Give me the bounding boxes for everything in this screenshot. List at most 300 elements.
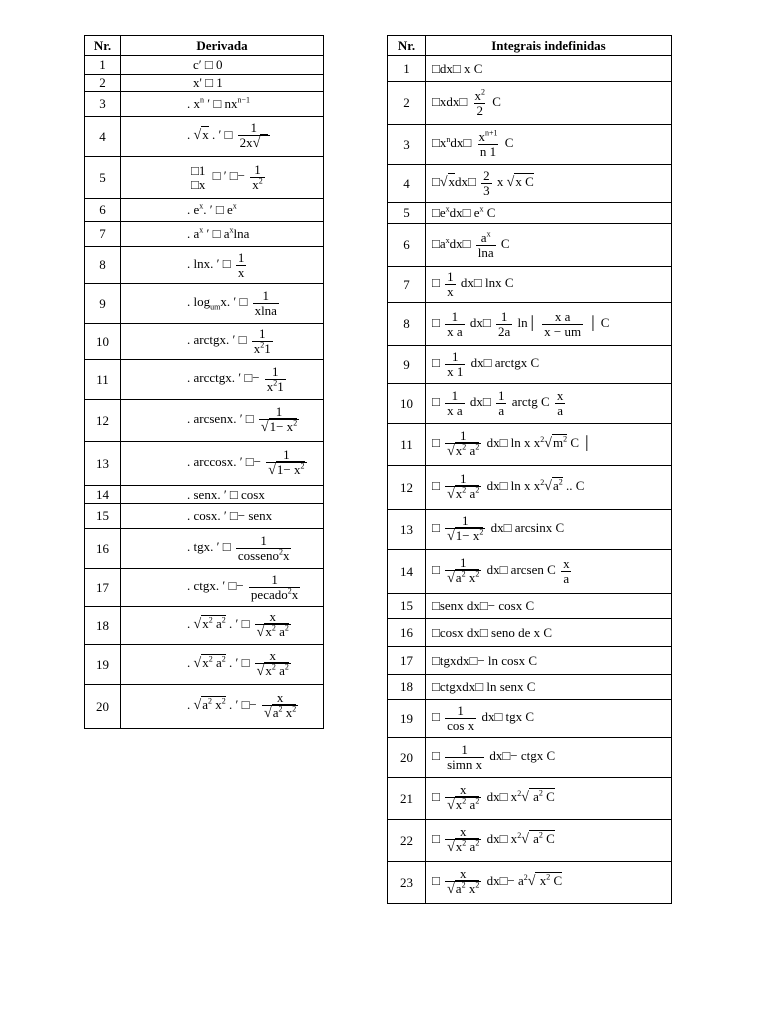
sqrt-icon: √ [268,462,276,478]
numerator [472,89,487,103]
table-row [85,56,324,75]
formula-text: . ′ □ e [203,202,233,217]
numerator: 1 [451,388,459,404]
denominator: 2a [498,323,511,339]
numerator: 1 [275,404,283,420]
exponent: 2 [479,527,484,537]
formula-text [260,134,268,150]
table-row [85,117,324,157]
sqrt-icon: √ [521,790,529,806]
formula-text: x [253,341,261,356]
row-number: 7 [388,267,426,303]
fraction [253,289,279,317]
sqrt-icon: √ [439,175,448,191]
formula [426,594,672,619]
formula [426,700,672,738]
exponent: n [446,135,451,145]
formula-text: □ [432,394,440,410]
formula-text: x [455,796,463,812]
formula-text [529,830,555,846]
sqrt-icon: √ [527,874,536,890]
fraction [445,783,481,813]
formula-text: x [202,616,209,632]
table-row [85,504,324,529]
formula-text: . arctgx. ′ □ [187,332,247,348]
table-row [85,157,324,199]
row-number: 15 [85,504,121,529]
formula-text: . ′ □− [225,697,257,713]
formula-text [455,569,480,585]
formula [426,125,672,165]
exponent: 2 [258,176,263,186]
formula-text: x' □ 1 [193,75,223,90]
row-number: 5 [85,157,121,199]
formula-text: □dx□ x C [432,60,483,76]
sqrt-icon: √ [544,479,552,495]
row-number: 3 [388,125,426,165]
denominator: lna [477,244,494,260]
table-row [85,247,324,284]
numerator: x [276,690,284,706]
formula-text: a [215,655,222,671]
denominator [255,663,291,680]
exponent: 2 [462,485,467,495]
formula-text: □senx dx□− cosx C [432,598,535,613]
formula-text: C [567,435,580,451]
fraction [255,649,291,679]
formula-text: . ′ □ [225,655,250,671]
exponent: 2 [563,435,568,445]
denominator [445,528,485,545]
sqrt-icon: √ [447,881,455,897]
row-number: 23 [388,862,426,904]
denominator: x a [447,403,463,418]
formula-text: . [187,655,194,671]
formula-text [201,654,226,670]
fraction [445,389,465,417]
table-row [85,486,324,504]
formula-text: x [265,623,272,639]
denominator: a [563,570,570,586]
formula-text: 1− x [455,527,480,543]
fraction [496,389,507,417]
table-row [85,92,324,117]
formula [426,778,672,820]
row-number: 14 [85,486,121,504]
exponent: x [479,204,484,214]
table-row [85,685,324,729]
row-number: 9 [388,346,426,384]
formula [426,619,672,647]
row-number: 19 [388,700,426,738]
table-row [388,203,672,224]
formula-text: . [187,697,194,713]
row-number: 6 [388,224,426,267]
row-number: 13 [85,442,121,486]
numerator: 1 [462,513,469,529]
fraction [496,310,512,338]
row-number: 8 [388,303,426,346]
denominator: a [498,403,505,418]
formula-text: x [266,379,274,394]
sqrt-icon: √ [544,436,552,452]
exponent: 2 [221,655,226,665]
sqrt-icon: √ [193,656,202,672]
denominator [252,341,273,356]
row-number: 10 [388,384,426,424]
numerator: 1 [262,288,269,304]
formula-text: x [468,880,476,896]
formula [121,324,324,360]
formula-text: dx□− ctgx C [489,748,556,764]
table-row [85,645,324,685]
sqrt-icon: √ [260,419,269,435]
formula-text [201,696,226,712]
denominator: □x [191,176,206,192]
fraction [445,556,481,586]
exponent: x [229,225,234,235]
subscript: um [210,303,221,313]
formula-text: □x [432,135,447,151]
fraction [238,121,270,151]
exponent: 2 [462,442,467,452]
table-row [388,820,672,862]
formula-text: x [496,174,507,190]
exponent: 2 [284,662,289,672]
formula [426,346,672,384]
exponent: 2 [271,623,276,633]
exponent: 2 [207,697,212,707]
numerator: 1 [271,572,278,588]
formula-text [201,615,226,631]
formula-text: . ctgx. ′ □− [187,578,244,594]
formula-text: a [480,229,487,245]
row-number: 8 [85,247,121,284]
formula-text [455,838,480,854]
fraction [445,825,481,855]
formula [121,92,324,117]
formula-text: . ′ □ [208,127,233,143]
table-row [388,267,672,303]
exponent: 2 [284,623,289,633]
formula-text: x [252,177,259,192]
fraction [561,557,572,585]
formula-text: dx□ arctgx C [470,355,540,371]
formula-text: x [455,838,463,854]
sqrt-icon: √ [447,486,455,502]
denominator: xlna [254,303,277,318]
exponent: 2 [546,873,551,883]
formula-text: x [198,176,206,192]
formula-text: a [469,838,476,854]
formula-text: x [202,127,209,143]
exponent: 2 [480,87,485,97]
formula [426,550,672,594]
formula-text: dx□ [449,235,471,251]
formula-text: C [542,789,555,805]
formula-text: dx□ e [449,205,480,220]
exponent: 2 [273,378,278,388]
exponent: 2 [461,880,466,890]
formula-text: a [552,478,559,494]
denominator [250,177,265,192]
row-number: 6 [85,199,121,222]
exponent: x [199,225,204,235]
sqrt-icon: √ [252,135,261,151]
formula [426,862,672,904]
numerator [476,130,499,144]
formula-text: a [279,662,285,678]
numerator: x [563,556,570,572]
row-number: 22 [388,820,426,862]
formula-text: □tgxdx□− ln cosx C [432,652,538,668]
denominator [236,548,292,563]
formula-text: dx□ tgx C [481,709,535,725]
formula-text [272,704,297,720]
table-row [85,324,324,360]
exponent: 2 [475,880,480,890]
row-number: 18 [85,607,121,645]
formula-text: □ [432,748,440,764]
formula-text: x [536,873,547,889]
fraction [481,169,492,197]
sqrt-icon: √ [506,175,515,191]
formula-text: x C [515,174,534,190]
formula-text: x [202,655,209,671]
numerator: 1 [451,308,459,324]
nr-header: Nr. [388,36,426,56]
row-number: 20 [85,685,121,729]
denominator: simn x [447,757,483,772]
denominator [445,570,481,587]
formula [121,529,324,569]
numerator: x [459,866,467,882]
formula-text: cosseno [237,548,279,563]
formula-text [455,880,480,896]
exponent: n [200,95,204,105]
table-row [388,738,672,778]
denominator: 2 [476,102,483,118]
formula-text: dx□ ln x x [486,435,541,451]
formula [121,442,324,486]
formula-text: C [600,314,610,330]
formula [426,510,672,550]
formula-text: x [468,569,476,585]
formula-text [535,872,562,888]
formula-text: a [529,831,539,847]
formula [121,504,324,529]
numerator: 1 [237,249,245,265]
formula-text: dx□ [450,135,472,151]
formula-text: □ [432,520,440,536]
denominator: cos x [447,718,475,733]
numerator: □1 [191,162,206,178]
row-number: 4 [85,117,121,157]
formula-text: □a [432,235,446,251]
exponent: 2 [221,616,226,626]
abs-bar: │ [527,314,537,330]
row-number: 19 [85,645,121,685]
formula-text: 2x [239,134,253,150]
table-row [388,700,672,738]
formula-text: x [474,87,481,103]
formula-text: C [504,135,514,151]
formula-text: a [215,616,222,632]
denominator: x 1 [447,364,464,379]
row-number: 20 [388,738,426,778]
formula-text: □ [432,174,440,190]
formula-text: dx□ [469,314,491,330]
formula-text [455,796,480,812]
formula [426,647,672,675]
fraction [445,429,481,459]
numerator: 1 [498,388,505,404]
formula-text: a [469,796,476,812]
fraction [542,310,583,338]
formula-text: □ ′ □− [212,168,245,184]
integrais-header: Integrais indefinidas [426,36,672,56]
formula-text: dx□ [455,174,476,190]
formula-text: . arccosx. ′ □− [187,454,261,470]
formula [121,607,324,645]
table-row [388,647,672,675]
formula [426,56,672,82]
denominator [445,443,481,460]
formula-text [269,418,298,434]
formula-text: dx□ x [486,831,518,847]
numerator [479,231,493,245]
derivatives-table [84,35,324,729]
formula-text: a [469,442,476,458]
row-number: 11 [85,360,121,400]
formula-text: dx□ x [486,789,518,805]
sqrt-icon: √ [447,797,455,813]
formula-text: . x [187,96,200,111]
numerator: 1 [283,447,290,463]
formula [426,82,672,125]
formula-text: 1 [264,341,271,356]
formula-text: m [552,435,564,451]
formula-text: . cosx. ′ □− senx [187,508,273,523]
fraction [445,350,465,378]
numerator: 1 [459,555,467,571]
formula-text: 1 [198,162,206,178]
exponent: x [486,229,491,239]
exponent: x [445,204,450,214]
formula-text: C [542,831,555,847]
abs-bar: │ [588,314,598,330]
table-row [85,607,324,645]
table-row [85,199,324,222]
formula-text: dx□ arcsen C [486,562,556,578]
formula-text: x [285,704,293,720]
fraction [259,405,299,435]
exponent: 2 [260,340,265,350]
formula-text: □ [432,478,440,494]
table-row [85,400,324,442]
table-row [85,569,324,607]
numerator: 1 [258,326,266,342]
exponent: 2 [475,569,480,579]
denominator [445,797,481,814]
formula [426,675,672,700]
numerator: 1 [459,471,467,487]
formula-text: 1− x [276,461,301,477]
table-row [388,594,672,619]
table-row [388,424,672,466]
denominator [262,705,298,722]
formula [121,75,324,92]
table-row [388,675,672,700]
formula-text: c′ □ 0 [193,57,223,72]
denominator: a [557,403,564,418]
formula-text: . senx. ′ □ cosx [187,486,265,502]
formula [426,466,672,510]
formula-text: C [500,235,510,251]
sqrt-icon: √ [193,128,202,144]
denominator [255,624,291,641]
fraction [266,448,306,478]
abs-bar: │ [582,435,592,451]
fraction [445,867,481,897]
table-row [388,56,672,82]
fraction [252,327,273,355]
fraction [472,89,487,117]
derivada-header: Derivada [121,36,324,56]
numerator: x [459,782,467,798]
exponent: n−1 [237,95,250,105]
formula-text [455,485,480,501]
formula [426,203,672,224]
exponent: 2 [278,704,283,714]
table-row [85,284,324,324]
numerator: x [269,609,277,625]
fraction [262,691,298,721]
table-row [388,466,672,510]
exponent: n+1 [484,129,498,139]
denominator [259,419,299,436]
formula [121,360,324,400]
formula-text: a [202,697,208,713]
formula-text [552,434,567,450]
table-row [388,165,672,203]
table-row [388,778,672,820]
row-number: 11 [388,424,426,466]
row-number: 10 [85,324,121,360]
formula-text: x [478,129,485,145]
row-number: 1 [85,56,121,75]
formula-text: . ′ □ [225,616,250,632]
denominator [445,881,481,898]
formula-text: lna [233,226,250,241]
formula-text: ′ □ a [203,226,230,241]
formula-text: □ctgxdx□ ln senx C [432,679,536,694]
denominator [445,486,481,503]
row-number: 18 [388,675,426,700]
formula-text: 1 [277,379,284,394]
formula-text [264,662,289,678]
table-row [388,510,672,550]
exponent: x [445,235,450,245]
formula-text: dx□ lnx C [460,275,514,291]
formula [121,199,324,222]
formula-text: a [455,880,462,896]
row-number: 9 [85,284,121,324]
formula-text: dx□ ln x x [486,478,541,494]
row-number: 12 [85,400,121,442]
formula [121,569,324,607]
exponent: 2 [540,478,545,488]
